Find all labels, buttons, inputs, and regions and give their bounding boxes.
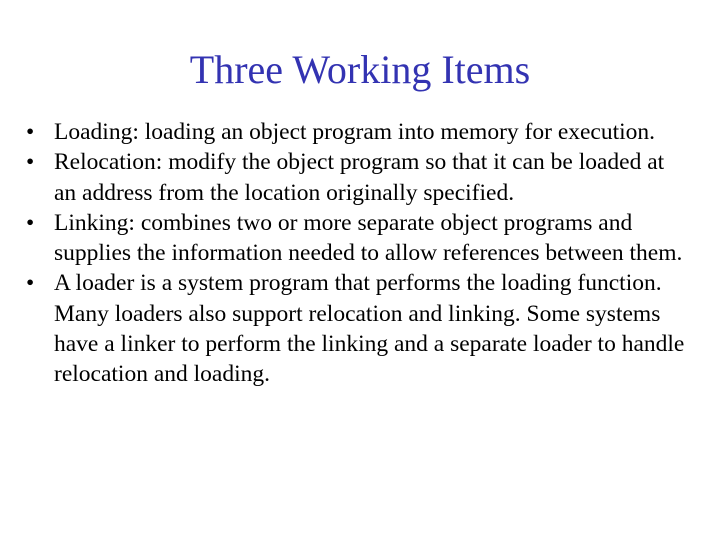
bullet-text: Loading: loading an object program into memory for execution.: [54, 119, 656, 145]
bullet-icon: •: [26, 119, 35, 145]
bullet-icon: •: [26, 209, 35, 236]
slide-title: Three Working Items: [189, 47, 531, 92]
bullet-item-loader: [26, 268, 686, 389]
bullet-item-loading: [26, 117, 686, 147]
bullet-icon: •: [26, 270, 35, 297]
bullet-text: Linking: combines two or more separate object programs and supplies the information needed to allow references between them.: [54, 209, 683, 267]
bullet-text: A loader is a system program that performs the loading function. Many loaders also support relocation and linking. Some systems have a linker to perform the linking and a separate loader to handle relocation and loading.: [54, 270, 685, 388]
bullet-item-relocation: [26, 147, 686, 208]
bullet-item-linking: [26, 208, 686, 269]
bullet-list: [26, 117, 686, 390]
bullet-icon: •: [26, 149, 35, 176]
bullet-text: Relocation: modify the object program so that it can be loaded at an address from the location originally specified.: [54, 149, 665, 206]
